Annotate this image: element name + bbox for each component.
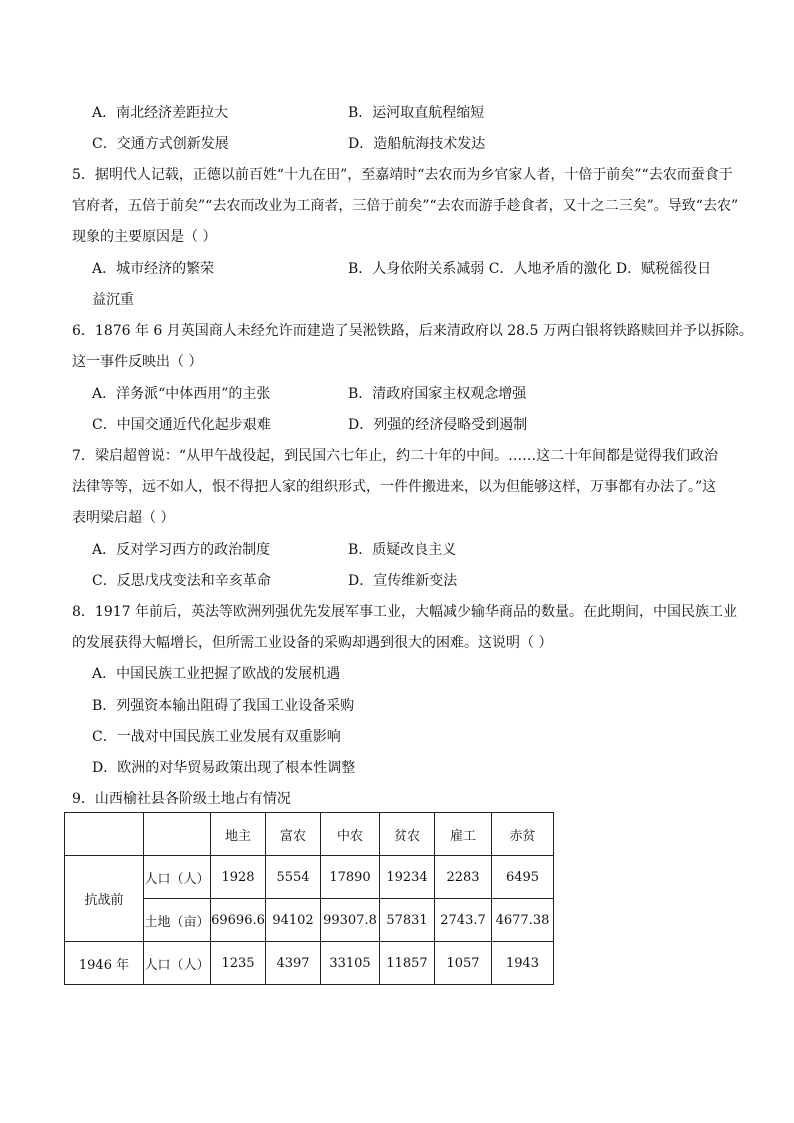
data-cell: 57831 — [380, 899, 435, 942]
row-label-cell: 人口（人） — [144, 942, 211, 985]
data-cell: 69696.6 — [211, 899, 266, 942]
data-cell: 1928 — [211, 856, 266, 899]
data-cell: 6495 — [492, 856, 554, 899]
q4-option-d: D．造船航海技术发达 — [348, 136, 486, 152]
table-corner-cell — [144, 813, 211, 856]
q5-stem-line1: 5．据明代人记载，正德以前百姓“十九在田”，至嘉靖时“去农而为乡官家人者，十倍于前矣”“去农而蚕食于 — [72, 167, 733, 183]
q8-option-c: C．一战对中国民族工业发展有双重影响 — [92, 729, 341, 745]
table-row — [65, 942, 554, 985]
data-cell: 99307.8 — [321, 899, 380, 942]
q8-stem-line2: 的发展获得大幅增长，但所需工业设备的采购却遇到很大的困难。这说明（ ） — [72, 635, 553, 651]
header-cell: 贫农 — [380, 813, 435, 856]
q7-option-c: C．反思戊戌变法和辛亥革命 — [92, 573, 271, 589]
table-row — [65, 856, 554, 899]
table-header-row — [65, 813, 554, 856]
data-cell: 2283 — [435, 856, 492, 899]
data-cell: 11857 — [380, 942, 435, 985]
q6-stem-line2: 这一事件反映出（ ） — [72, 354, 203, 370]
data-cell: 19234 — [380, 856, 435, 899]
q8-stem-line1: 8．1917 年前后，英法等欧洲列强优先发展军事工业，大幅减少输华商品的数量。在此期间，中国民族工业 — [72, 604, 737, 620]
data-cell: 1943 — [492, 942, 554, 985]
q5-stem-line3: 现象的主要原因是（ ） — [72, 229, 217, 245]
header-cell: 富农 — [266, 813, 321, 856]
data-cell: 5554 — [266, 856, 321, 899]
row-label-cell: 土地（亩） — [144, 899, 211, 942]
period-cell: 1946 年 — [65, 942, 144, 985]
data-cell: 1235 — [211, 942, 266, 985]
q7-stem-line2: 法律等等，远不如人，恨不得把人家的组织形式，一件件搬进来，以为但能够这样，万事都有办法了。”这 — [72, 479, 717, 495]
q6-option-c: C．中国交通近代化起步艰难 — [92, 417, 271, 433]
q5-option-d-continued: 益沉重 — [92, 292, 134, 308]
q9-title: 9．山西榆社县各阶级土地占有情况 — [72, 791, 291, 807]
q6-option-a: A．洋务派“中体西用”的主张 — [92, 386, 271, 402]
q8-option-a: A．中国民族工业把握了欧战的发展机遇 — [92, 666, 341, 682]
header-cell: 雇工 — [435, 813, 492, 856]
q7-option-b: B．质疑改良主义 — [348, 542, 457, 558]
data-cell: 4397 — [266, 942, 321, 985]
q5-option-bcd: B．人身依附关系减弱 C．人地矛盾的激化 D．赋税徭役日 — [348, 261, 712, 277]
q4-option-b: B．运河取直航程缩短 — [348, 105, 485, 121]
data-cell: 2743.7 — [435, 899, 492, 942]
header-cell: 赤贫 — [492, 813, 554, 856]
q4-option-a: A．南北经济差距拉大 — [92, 105, 229, 121]
q5-stem-line2: 官府者，五倍于前矣”“去农而改业为工商者，三倍于前矣”“去农而游手趁食者，又十之二三矣”。导致“去农” — [72, 198, 739, 214]
table-corner-cell — [65, 813, 144, 856]
data-cell: 1057 — [435, 942, 492, 985]
q6-option-d: D．列强的经济侵略受到遏制 — [348, 417, 528, 433]
data-cell: 94102 — [266, 899, 321, 942]
data-cell: 17890 — [321, 856, 380, 899]
q7-stem-line1: 7．梁启超曾说：“从甲午战役起，到民国六七年止，约二十年的中间。……这二十年间都是觉得我们政治 — [72, 448, 719, 464]
q7-option-a: A．反对学习西方的政治制度 — [92, 542, 271, 558]
data-cell: 4677.38 — [492, 899, 554, 942]
q7-option-d: D．宣传维新变法 — [348, 573, 458, 589]
q6-stem-line1: 6．1876 年 6 月英国商人未经允许而建造了吴淞铁路，后来清政府以 28.5 万两白银将铁路赎回并予以拆除。 — [72, 323, 753, 339]
data-cell: 33105 — [321, 942, 380, 985]
q6-option-b: B．清政府国家主权观念增强 — [348, 386, 527, 402]
q4-option-c: C．交通方式创新发展 — [92, 136, 229, 152]
q8-option-b: B．列强资本输出阻碍了我国工业设备采购 — [92, 698, 355, 714]
q7-stem-line3: 表明梁启超（ ） — [72, 510, 175, 526]
period-cell: 抗战前 — [65, 856, 144, 942]
q5-option-a: A．城市经济的繁荣 — [92, 261, 215, 277]
header-cell: 地主 — [211, 813, 266, 856]
header-cell: 中农 — [321, 813, 380, 856]
q8-option-d: D．欧洲的对华贸易政策出现了根本性调整 — [92, 760, 356, 776]
land-ownership-table — [64, 812, 554, 985]
row-label-cell: 人口（人） — [144, 856, 211, 899]
